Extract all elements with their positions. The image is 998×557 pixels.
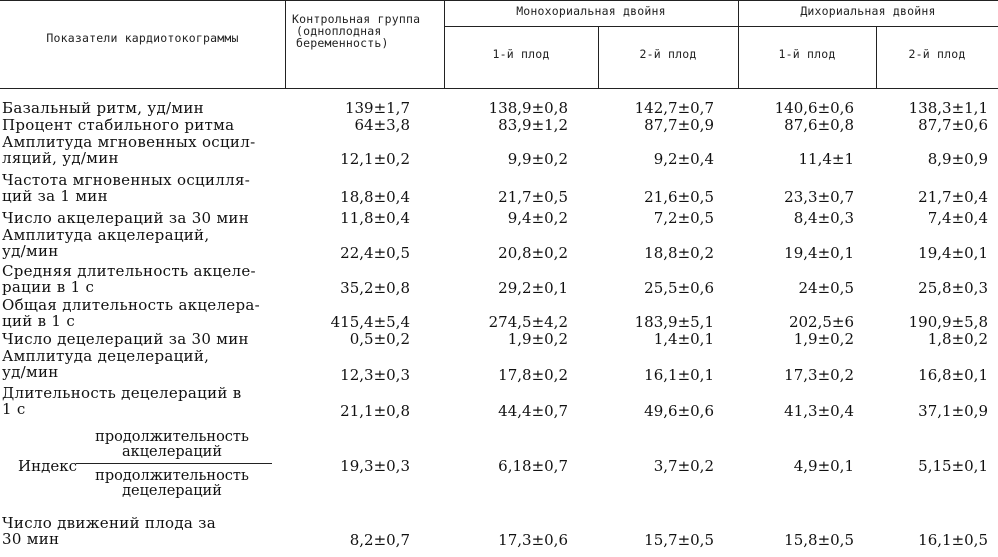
row-label: Длительность децелераций в 1 с bbox=[2, 384, 242, 418]
row-label: Число движений плода за 30 мин bbox=[2, 514, 216, 548]
row-label: Амплитуда мгновенных осцил- ляций, уд/мин bbox=[2, 133, 256, 167]
header-control-line-3: беременность) bbox=[296, 36, 389, 50]
cell-di-1: 17,3±0,2 bbox=[784, 366, 854, 384]
row-label: Амплитуда акцелераций, уд/мин bbox=[2, 226, 210, 260]
cell-mono-1: 6,18±0,7 bbox=[498, 457, 568, 475]
cell-mono-1: 17,8±0,2 bbox=[498, 366, 568, 384]
cell-mono-1: 83,9±1,2 bbox=[498, 116, 568, 134]
cell-mono-2: 21,6±0,5 bbox=[644, 188, 714, 206]
cell-di-2: 8,9±0,9 bbox=[927, 150, 988, 168]
cell-di-1: 11,4±1 bbox=[798, 150, 854, 168]
cell-di-2: 25,8±0,3 bbox=[918, 279, 988, 297]
cell-di-2: 19,4±0,1 bbox=[918, 244, 988, 262]
cell-di-2: 1,8±0,2 bbox=[927, 330, 988, 348]
header-indicators: Показатели кардиотокограммы bbox=[46, 31, 239, 45]
row-label: Число децелераций за 30 мин bbox=[2, 330, 249, 348]
cell-control: 12,3±0,3 bbox=[340, 366, 410, 384]
cell-mono-2: 15,7±0,5 bbox=[644, 531, 714, 549]
col-divider-1 bbox=[285, 0, 286, 88]
cell-di-1: 41,3±0,4 bbox=[784, 402, 854, 420]
cell-mono-2: 18,8±0,2 bbox=[644, 244, 714, 262]
cell-control: 415,4±5,4 bbox=[330, 313, 410, 331]
cell-mono-2: 49,6±0,6 bbox=[644, 402, 714, 420]
header-di-twins: Дихориальная двойня bbox=[800, 4, 936, 18]
cell-di-2: 87,7±0,6 bbox=[918, 116, 988, 134]
cell-control: 11,8±0,4 bbox=[340, 209, 410, 227]
row-label: Частота мгновенных осцилля- ций за 1 мин bbox=[2, 171, 251, 205]
group-header-rule bbox=[444, 26, 998, 27]
header-bottom-rule bbox=[0, 88, 998, 89]
header-di-fetus-1: 1-й плод bbox=[778, 47, 836, 61]
cell-mono-2: 183,9±5,1 bbox=[634, 313, 714, 331]
cell-control: 0,5±0,2 bbox=[349, 330, 410, 348]
cell-mono-2: 3,7±0,2 bbox=[653, 457, 714, 475]
cell-control: 22,4±0,5 bbox=[340, 244, 410, 262]
row-label: Процент стабильного ритма bbox=[2, 116, 235, 134]
cell-di-1: 87,6±0,8 bbox=[784, 116, 854, 134]
table-top-rule bbox=[0, 0, 998, 1]
cell-mono-1: 9,4±0,2 bbox=[507, 209, 568, 227]
header-mono-twins: Монохориальная двойня bbox=[516, 4, 666, 18]
row-label: Базальный ритм, уд/мин bbox=[2, 99, 204, 117]
cell-mono-2: 9,2±0,4 bbox=[653, 150, 714, 168]
index-denominator: продолжительность децелераций bbox=[95, 468, 249, 499]
cell-di-2: 16,8±0,1 bbox=[918, 366, 988, 384]
cell-mono-1: 274,5±4,2 bbox=[488, 313, 568, 331]
cell-mono-2: 25,5±0,6 bbox=[644, 279, 714, 297]
cell-di-1: 24±0,5 bbox=[798, 279, 854, 297]
cell-control: 139±1,7 bbox=[344, 99, 410, 117]
cell-mono-2: 7,2±0,5 bbox=[653, 209, 714, 227]
cell-mono-1: 9,9±0,2 bbox=[507, 150, 568, 168]
cell-mono-1: 1,9±0,2 bbox=[507, 330, 568, 348]
cell-control: 19,3±0,3 bbox=[340, 457, 410, 475]
row-label: Средняя длительность акцеле- рации в 1 с bbox=[2, 262, 256, 296]
cell-mono-2: 1,4±0,1 bbox=[653, 330, 714, 348]
cell-di-2: 16,1±0,5 bbox=[918, 531, 988, 549]
cell-mono-1: 44,4±0,7 bbox=[498, 402, 568, 420]
cell-di-1: 140,6±0,6 bbox=[774, 99, 854, 117]
cell-mono-2: 142,7±0,7 bbox=[634, 99, 714, 117]
cell-di-1: 8,4±0,3 bbox=[793, 209, 854, 227]
cell-mono-1: 29,2±0,1 bbox=[498, 279, 568, 297]
cell-mono-2: 16,1±0,1 bbox=[644, 366, 714, 384]
cell-di-1: 23,3±0,7 bbox=[784, 188, 854, 206]
cell-di-1: 19,4±0,1 bbox=[784, 244, 854, 262]
cell-mono-1: 17,3±0,6 bbox=[498, 531, 568, 549]
cell-di-2: 21,7±0,4 bbox=[918, 188, 988, 206]
row-label: Амплитуда децелераций, уд/мин bbox=[2, 347, 210, 381]
cell-control: 64±3,8 bbox=[354, 116, 410, 134]
cell-di-2: 138,3±1,1 bbox=[908, 99, 988, 117]
cell-control: 12,1±0,2 bbox=[340, 150, 410, 168]
row-label: Общая длительность акцелера- ций в 1 с bbox=[2, 296, 261, 330]
cell-di-1: 1,9±0,2 bbox=[793, 330, 854, 348]
index-label: Индекс bbox=[18, 457, 77, 475]
cell-mono-1: 138,9±0,8 bbox=[488, 99, 568, 117]
cell-di-1: 202,5±6 bbox=[788, 313, 854, 331]
cell-control: 21,1±0,8 bbox=[340, 402, 410, 420]
cell-control: 8,2±0,7 bbox=[349, 531, 410, 549]
header-mono-fetus-1: 1-й плод bbox=[492, 47, 550, 61]
cell-di-2: 190,9±5,8 bbox=[908, 313, 988, 331]
cell-mono-1: 21,7±0,5 bbox=[498, 188, 568, 206]
cell-di-1: 4,9±0,1 bbox=[793, 457, 854, 475]
header-di-fetus-2: 2-й плод bbox=[908, 47, 966, 61]
index-numerator: продолжительность акцелераций bbox=[95, 429, 249, 460]
cell-di-1: 15,8±0,5 bbox=[784, 531, 854, 549]
header-mono-fetus-2: 2-й плод bbox=[639, 47, 697, 61]
cell-control: 18,8±0,4 bbox=[340, 188, 410, 206]
index-fraction-bar bbox=[76, 463, 272, 464]
cell-di-2: 37,1±0,9 bbox=[918, 402, 988, 420]
header-control-line-1: Контрольная группа bbox=[292, 12, 421, 26]
row-label: Число акцелераций за 30 мин bbox=[2, 209, 250, 227]
header-control-group bbox=[288, 13, 444, 49]
header-control-line-2: (одноплодная bbox=[296, 24, 382, 38]
cell-control: 35,2±0,8 bbox=[340, 279, 410, 297]
cell-mono-2: 87,7±0,9 bbox=[644, 116, 714, 134]
cell-mono-1: 20,8±0,2 bbox=[498, 244, 568, 262]
cell-di-2: 7,4±0,4 bbox=[927, 209, 988, 227]
cell-di-2: 5,15±0,1 bbox=[918, 457, 988, 475]
